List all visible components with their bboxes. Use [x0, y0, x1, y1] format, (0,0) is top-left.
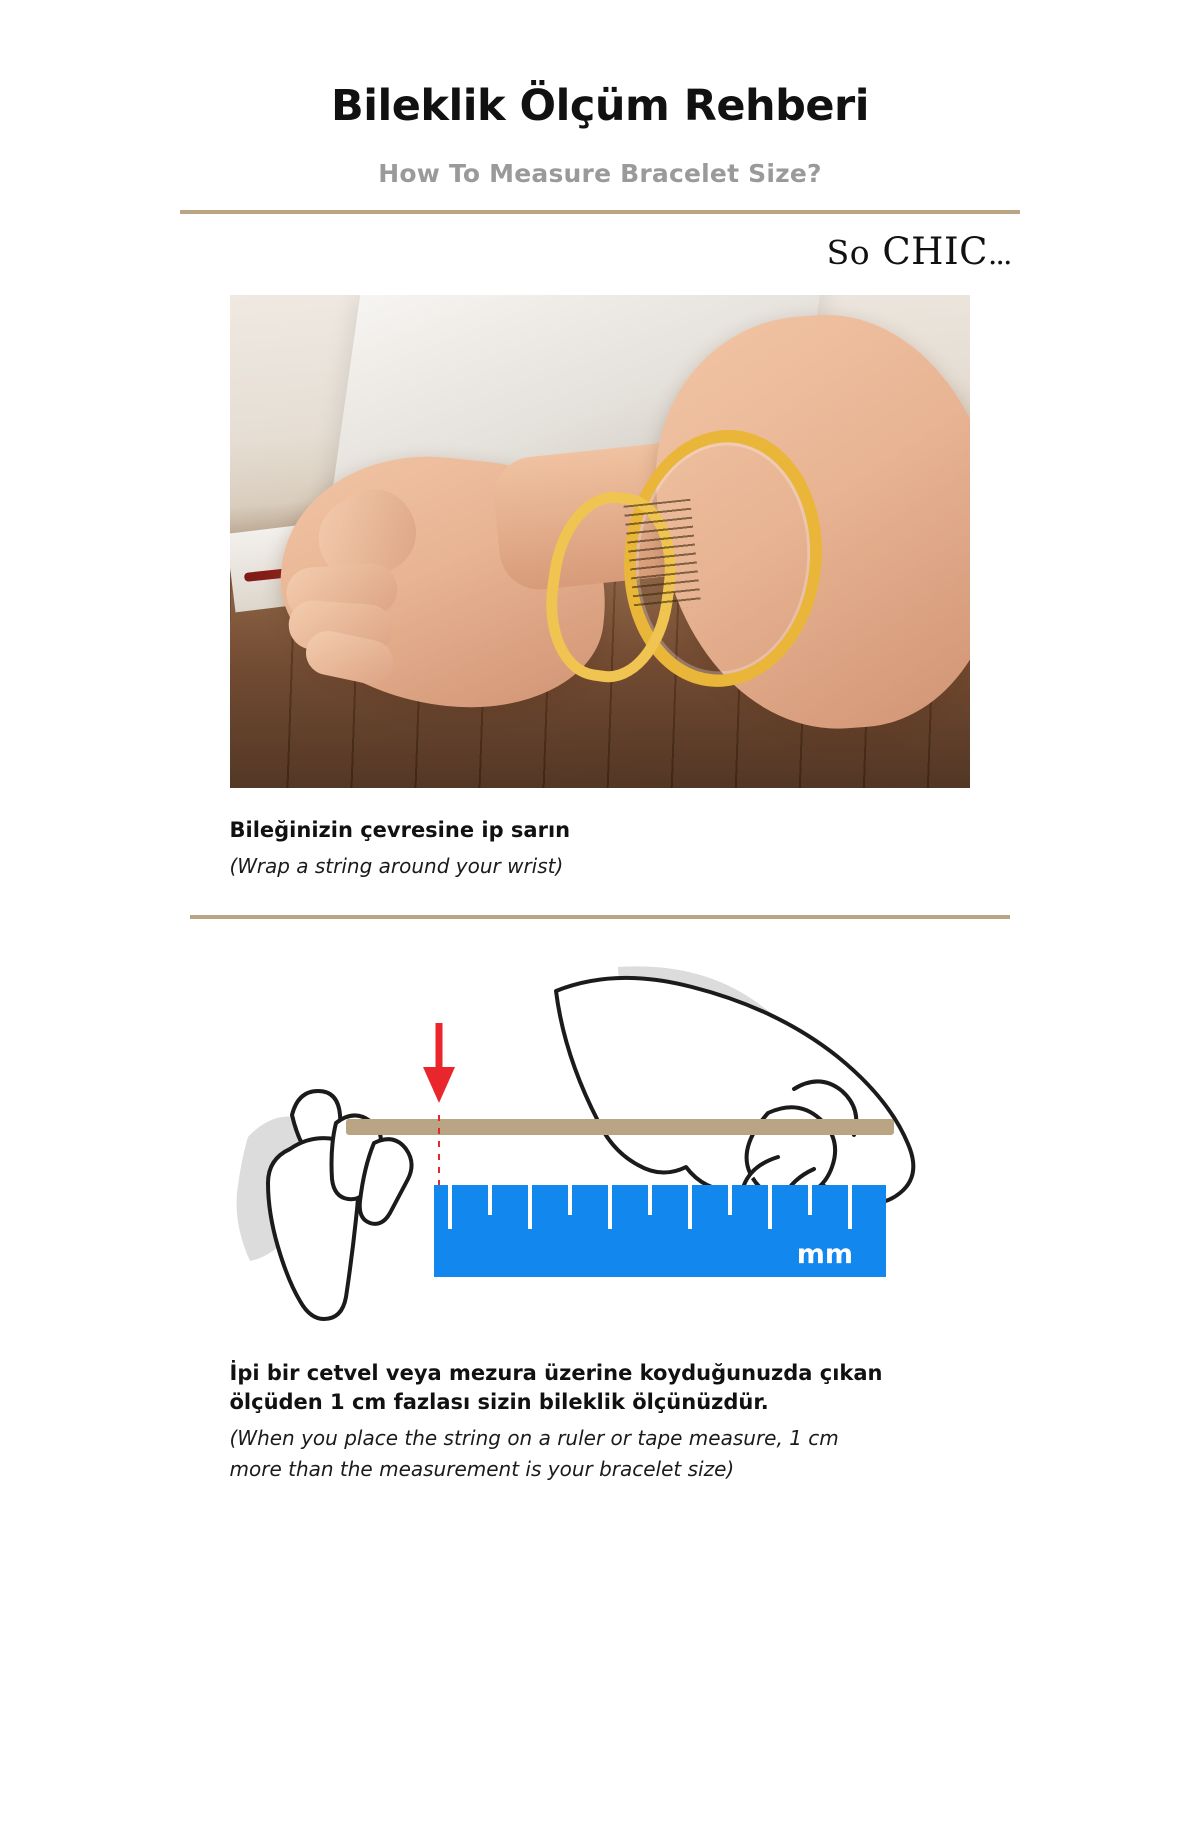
ruler-unit-label: mm: [796, 1239, 853, 1271]
ruler: [434, 1185, 886, 1277]
divider-top: [180, 210, 1020, 214]
page-title: Bileklik Ölçüm Rehberi: [330, 80, 869, 131]
string-strip: [346, 1119, 894, 1135]
page-subtitle: How To Measure Bracelet Size?: [378, 158, 822, 188]
brand-row: [78, 230, 1123, 273]
guide-page: [78, 29, 1123, 1484]
brand-word-chic: CHIC: [882, 229, 988, 273]
step1-photo: [230, 295, 970, 788]
photo-tape-ticks: [624, 499, 702, 614]
step1-caption-tr: Bileğinizin çevresine ip sarın: [229, 817, 571, 842]
step2-caption-en-line1: (When you place the string on a ruler or tape measure, 1 cm: [229, 1425, 839, 1450]
right-hand-outline: [556, 978, 913, 1203]
step2-caption-en-line2: more than the measurement is your bracelet size): [229, 1456, 735, 1481]
step2-caption: [230, 1359, 1123, 1484]
step2-caption-tr-line1: İpi bir cetvel veya mezura üzerine koyduğunuzda çıkan: [229, 1361, 883, 1386]
brand-logo: [827, 230, 1011, 273]
brand-dots: ...: [987, 236, 1011, 272]
brand-word-so: So: [826, 232, 871, 272]
step2-illustration: [78, 937, 1123, 1337]
step2-caption-tr-line2: ölçüden 1 cm fazlası sizin bileklik ölçünüzdür.: [229, 1389, 769, 1414]
step1-caption: [230, 816, 1123, 881]
step1-caption-en: (Wrap a string around your wrist): [229, 854, 564, 879]
divider-middle: [190, 915, 1010, 919]
measurement-arrow-icon: [423, 1023, 455, 1103]
